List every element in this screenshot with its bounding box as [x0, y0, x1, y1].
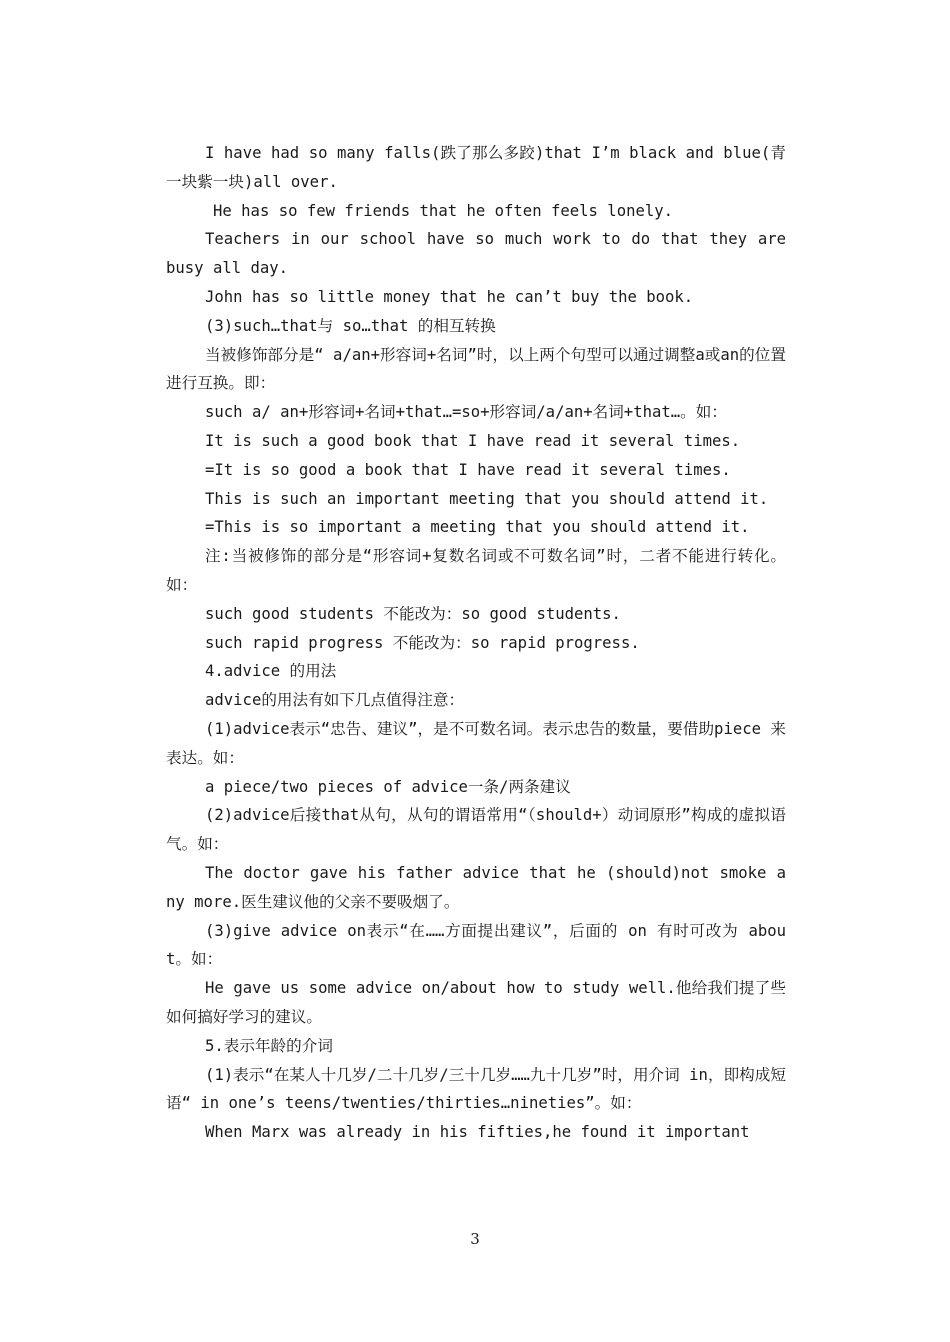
paragraph: Teachers in our school have so much work to do that they are busy all day. [166, 230, 786, 278]
example-sentence: =This is so important a meeting that you should attend it. [205, 518, 750, 537]
example-sentence: It is such a good book that I have read it several times. [205, 431, 741, 450]
example-sentence: When Marx was already in his fifties,he found it important [205, 1123, 750, 1142]
example-sentence: This is such an important meeting that you should attend it. [205, 489, 769, 508]
paragraph: John has so little money that he can’t buy the book. [205, 287, 694, 306]
paragraph: advice的用法有如下几点值得注意： [205, 691, 465, 710]
example-sentence: such rapid progress 不能改为：so rapid progress. [205, 633, 640, 652]
example-sentence: The doctor gave his father advice that he (should)not smoke any more.医生建议他的父亲不要吸烟了。 [166, 863, 786, 911]
paragraph: (3)give advice on表示“在……方面提出建议”，后面的 on 有时可改为 about。如： [166, 921, 786, 969]
page-number: 3 [470, 1230, 480, 1248]
paragraph: (2)advice后接that从句，从句的谓语常用“（should+）动词原形”构成的虚拟语气。如： [166, 806, 786, 854]
paragraph: 当被修饰部分是“ a/an+形容词+名词”时，以上两个句型可以通过调整a或an的位置进行互换。即： [166, 345, 786, 393]
section-heading: (3)such…that与 so…that 的相互转换 [205, 316, 496, 335]
section-heading: 5.表示年龄的介词 [205, 1036, 333, 1055]
paragraph: (1)表示“在某人十几岁/二十几岁/三十几岁……九十几岁”时，用介词 in，即构成短语“ in one’s teens/twenties/thirties…nineties”。如： [166, 1065, 786, 1113]
document-body [166, 139, 786, 1147]
paragraph: I have had so many falls(跌了那么多跤)that I’m black and blue(青一块紫一块)all over. [166, 144, 786, 191]
paragraph: such a/ an+形容词+名词+that…=so+形容词/a/an+名词+that…。如： [205, 403, 727, 422]
section-heading: 4.advice 的用法 [205, 662, 337, 681]
paragraph: (1)advice表示“忠告、建议”，是不可数名词。表示忠告的数量，要借助piece 来表达。如： [166, 719, 786, 767]
example-sentence: a piece/two pieces of advice一条/两条建议 [205, 777, 571, 796]
example-sentence: He gave us some advice on/about how to study well.他给我们提了些如何搞好学习的建议。 [166, 979, 786, 1026]
paragraph: He has so few friends that he often feels lonely. [213, 201, 674, 220]
example-sentence: such good students 不能改为：so good students. [205, 604, 621, 623]
note-paragraph: 注:当被修饰的部分是“形容词+复数名词或不可数名词”时，二者不能进行转化。如： [166, 547, 786, 594]
example-sentence: =It is so good a book that I have read it several times. [205, 460, 731, 479]
